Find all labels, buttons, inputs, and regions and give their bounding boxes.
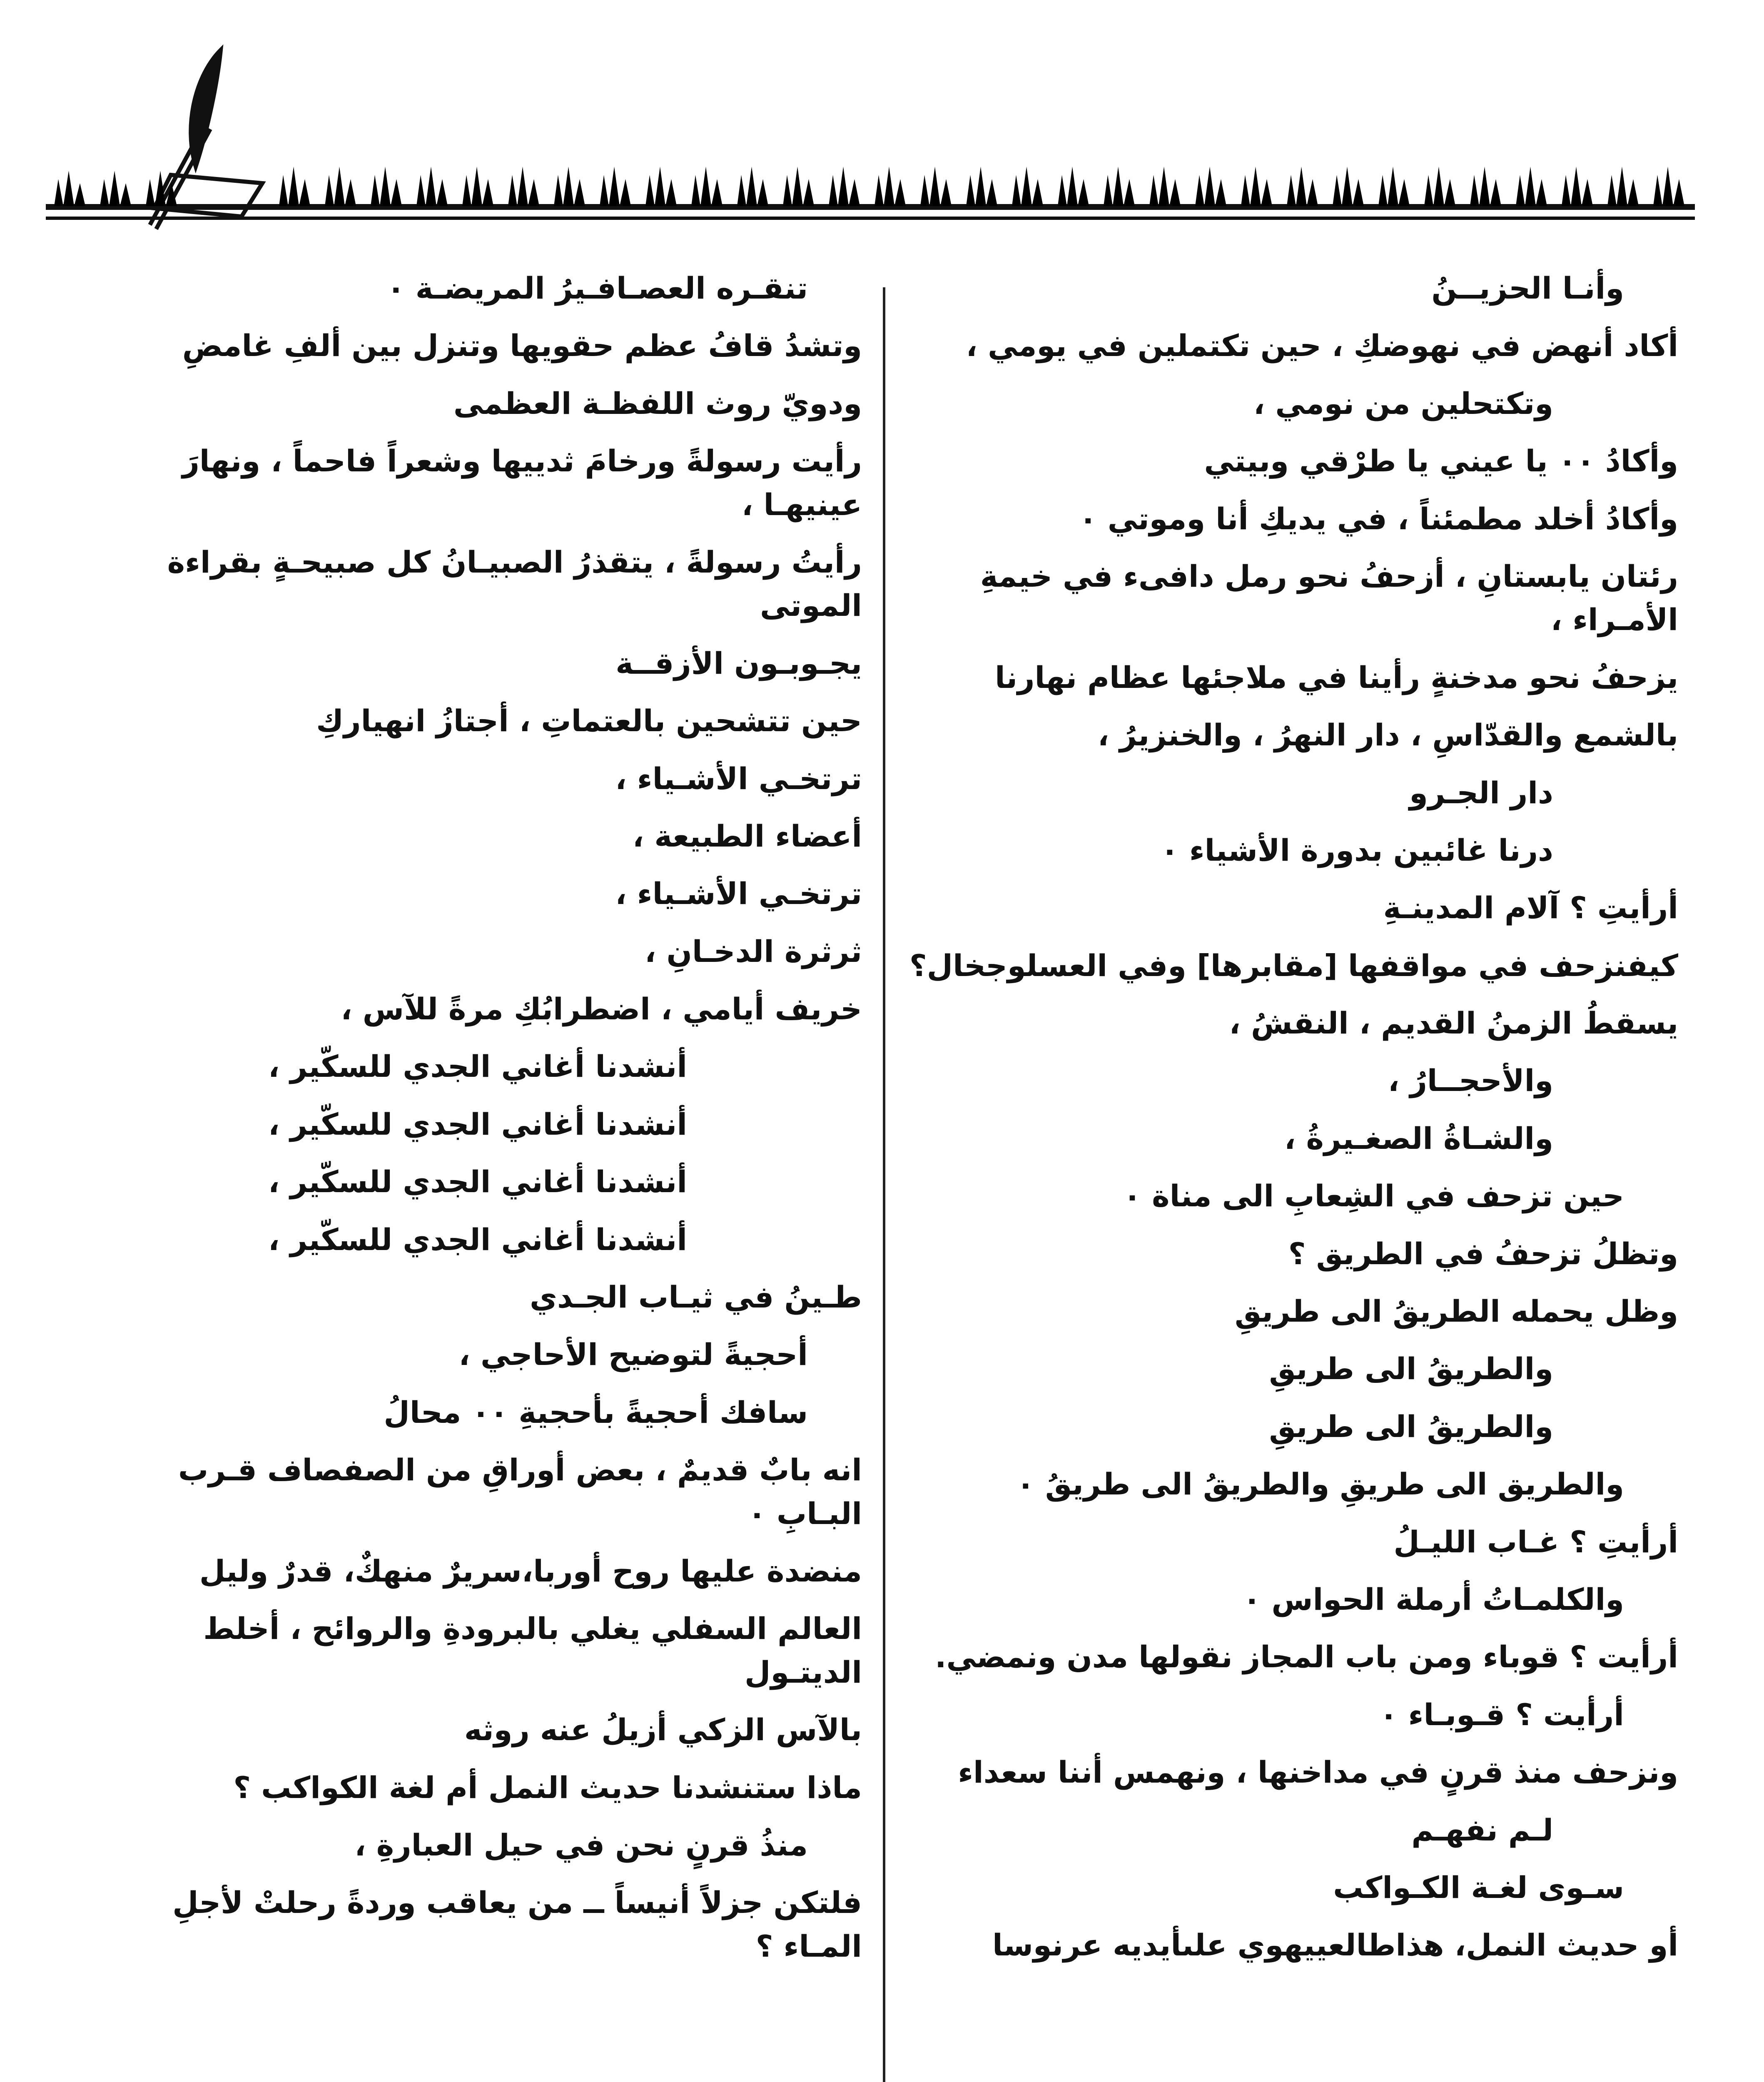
grass-tuft [1607,167,1639,206]
poem-line: تنقـره العصـافـيرُ المريضـة ٠ [386,271,808,306]
poem-line: ودويّ روث اللفظـة العظمى [453,386,862,421]
grass-tuft [554,167,585,206]
poem-line: حين تتشحين بالعتماتِ ، أجتازُ انهياركِ [316,703,862,739]
poem-line: والأحجــارُ ، [1388,1063,1553,1098]
grass-tuft [1424,167,1455,206]
poem-line: رأيتُ رسولةً ، يتقذرُ الصبيـانُ كل صبيحـةٍ بقراءة الموتى [167,544,862,623]
grass-tuft [875,167,906,206]
poem-line: حين تزحف في الشِعابِ الى مناة ٠ [1123,1178,1624,1214]
grass-tuft [783,167,814,206]
poem-line: والطريقُ الى طريقِ [1269,1351,1553,1387]
poem-line: وأنـا الحزيــنُ [1431,271,1624,306]
poem-line: بالآس الزكي أزيلُ عنه روثه [464,1712,862,1748]
poem-line: والطريق الى طريقِ والطريقُ الى طريقُ ٠ [1016,1467,1624,1502]
poem-line: أكاد أنهض في نهوضكِ ، حين تكتملين في يومي ، [966,328,1678,364]
grass-tuft [920,167,952,206]
poem-line: طـينُ في ثيـاب الجـدي [529,1280,862,1315]
poem-line: لـم نفهـم [1411,1812,1553,1848]
poem-line: سـوى لغـة الكـواكب [1333,1870,1624,1905]
poem-line: يسقطُ الزمنُ القديم ، النقشُ ، [1229,1006,1678,1041]
poem-line: يجـوبـون الأزقــة [615,645,862,681]
grass-tuft [1333,167,1364,206]
column-divider [883,287,885,2082]
poem-line: رئتان يابستانِ ، أزحفُ نحو رمل دافىء في خيمةِ الأمـراء ، [980,558,1678,638]
poem-line: ثرثرة الدخـانِ ، [645,934,862,969]
poem-line: يزحفُ نحو مدخنةٍ رأينا في ملاجئها عظام نهارنا [994,660,1678,695]
grass-tuft [691,167,723,206]
grass-tuft [1058,167,1089,206]
grass-tuft [600,167,631,206]
poem-line: وظل يحمله الطريقُ الى طريقِ [1234,1294,1678,1329]
grass-tuft [1104,167,1135,206]
grass-tuft [1287,167,1318,206]
poem-line: أرأيت ؟ قـوبـاء ٠ [1379,1697,1624,1732]
poem-line: أرأيتِ ؟ آلام المدينـةِ [1383,890,1678,926]
grass-tuft [508,167,539,206]
poem-line: وأكادُ ٠٠ يا عيني يا طرْقي وبيتي [1204,443,1678,479]
grass-tuft [462,167,493,206]
poem-line: وتشدُ قافُ عظم حقويها وتنزل بين ألفِ غامضِ [182,328,862,364]
left-column [87,266,862,1982]
poem-line: سافك أحجيةً بأحجيةِ ٠٠ محالُ [384,1395,808,1430]
poem-line: بالشمع والقدّاسِ ، دار النهرُ ، والخنزيرُ ، [1097,717,1678,753]
poem-line: خريف أيامي ، اضطرابُكِ مرةً للآس ، [341,991,862,1027]
poem-line: رأيت رسولةً ورخامَ ثدييها وشعراً فاحماً ، ونهارَ عينيهـا ، [182,443,862,522]
poem-line: أنشدنا أغاني الجدي للسكّير ، [268,1222,687,1257]
poem-line: ونزحف منذ قرنٍ في مداخنها ، ونهمس أننا سعداء [958,1755,1678,1790]
poem-line: أنشدنا أغاني الجدي للسكّير ، [268,1106,687,1142]
poem-line: العالم السفلي يغلي بالبرودةِ والروائح ، أخلط الديتـول [203,1611,862,1690]
grass-tuft [279,167,310,206]
poem-line: أعضاء الطبيعة ، [632,818,862,854]
grass-tuft [325,167,356,206]
grass-tuft [829,167,860,206]
poem-line: فلتكن جزلاً أنيساً ــ من يعاقب وردةً رحلتْ لأجلِ المـاء ؟ [172,1885,862,1964]
poem-line: ترتخـي الأشـياء ، [615,876,862,911]
poem-line: وتظلُ تزحفُ في الطريق ؟ [1288,1236,1678,1271]
grass-tufts [54,167,1684,206]
poem-line: منذُ قرنٍ نحن في حيل العبارةِ ، [354,1827,808,1863]
grass-tuft [966,167,997,206]
poem-line: أو حديث النمل، هذاطالعييهوي علىأيديه عرنوسا [992,1928,1678,1963]
grass-tuft [416,167,448,206]
header-ornament [46,42,1695,237]
grass-tuft [1653,167,1684,206]
grass-tuft [1378,167,1410,206]
grass-tuft [371,167,402,206]
poem-line: أرأيت ؟ قوباء ومن باب المجاز نقولها مدن ونمضي. [935,1639,1678,1675]
poem-line: درنا غائبين بدورة الأشياء ٠ [1160,832,1553,868]
poem-line: أرأيتِ ؟ غـاب الليـلُ [1393,1524,1678,1559]
grass-border [46,204,1695,220]
grass-tuft [1149,167,1181,206]
poem-line: منضدة عليها روح أوربا،سريرٌ منهكٌ، قدرٌ وليل [199,1553,862,1589]
grass-tuft [1562,167,1593,206]
poem-line: وتكتحلين من نومي ، [1253,386,1553,421]
poem-line: والشـاةُ الصغـيرةُ ، [1284,1121,1553,1156]
grass-tuft [54,171,85,206]
grass-tuft [1516,167,1547,206]
grass-tuft [737,167,768,206]
poem-line: كيفنزحف في مواقفها [مقابرها] وفي العسلوجخال؟ [909,948,1678,983]
poem-line: والطريقُ الى طريقِ [1269,1409,1553,1444]
grass-tuft [1012,167,1043,206]
poem-line: ماذا ستنشدنا حديث النمل أم لغة الكواكب ؟ [233,1770,862,1805]
poem-line: انه بابٌ قديمٌ ، بعض أوراقِ من الصفصاف قـرب البـابِ ٠ [178,1452,862,1531]
poem-line: والكلمـاتُ أرملة الحواس ٠ [1243,1581,1624,1617]
right-column [904,266,1678,1981]
poem-line: أنشدنا أغاني الجدي للسكّير ، [268,1049,687,1084]
grass-tuft [100,171,131,206]
grass-tuft [1195,167,1226,206]
poem-line: وأكادُ أخلد مطمئناً ، في يديكِ أنا وموتي ٠ [1079,501,1678,536]
grass-tuft [1470,167,1501,206]
poem-line: أحجيةً لتوضيح الأحاجي ، [458,1337,808,1372]
grass-tuft [1241,167,1272,206]
poem-line: دار الجـرو [1409,775,1553,810]
poem-line: أنشدنا أغاني الجدي للسكّير ، [268,1164,687,1200]
grass-tuft [645,167,677,206]
poem-line: ترتخـي الأشـياء ، [615,761,862,796]
